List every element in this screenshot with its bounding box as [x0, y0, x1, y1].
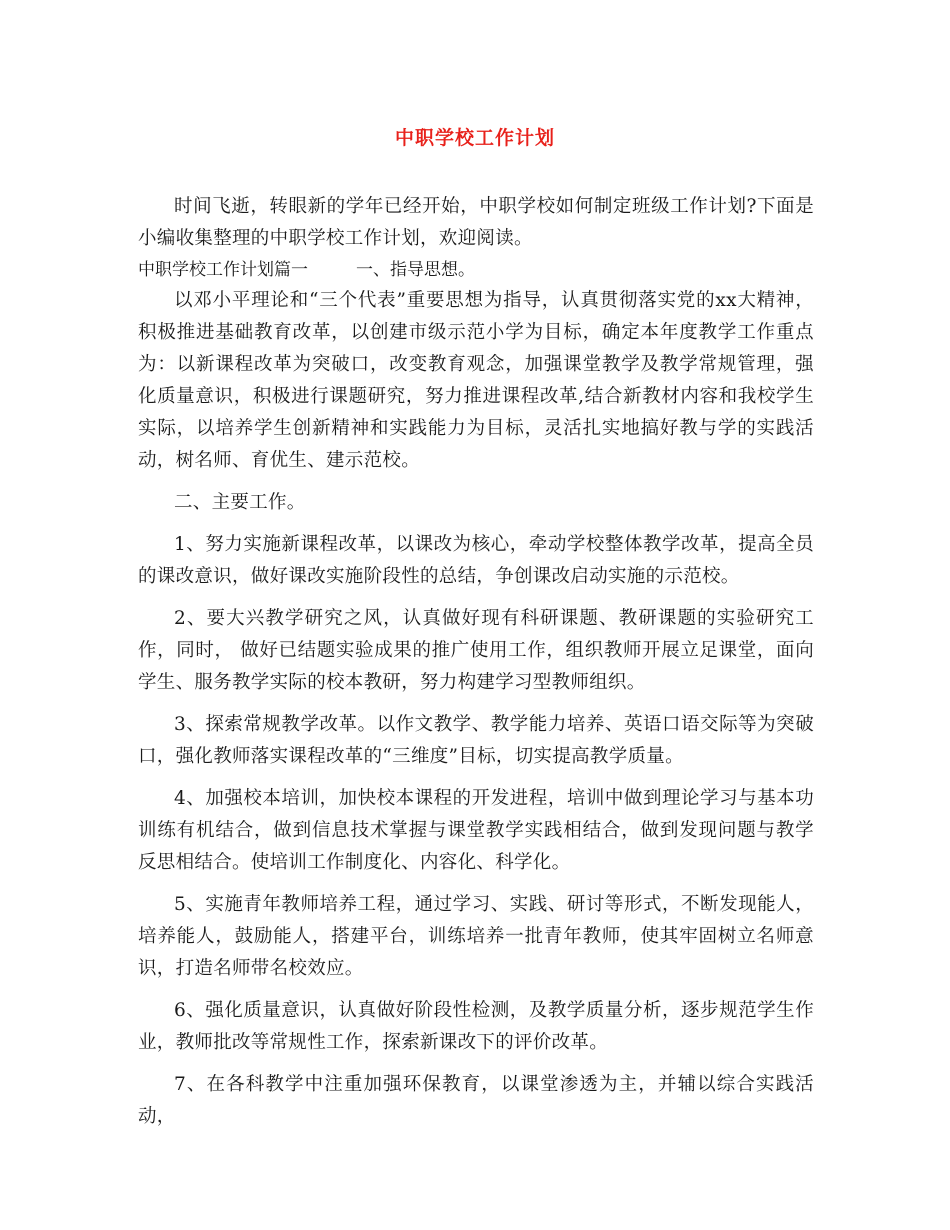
paragraph-item-2: 2、要大兴教学研究之风，认真做好现有科研课题、教研课题的实验研究工作，同时， 做好已结题实验成果的推广使用工作，组织教师开展立足课堂，面向学生、服务教学实际的校本教研，努力构建学习型教师组织。	[138, 608, 814, 693]
section-heading	[138, 255, 814, 285]
paragraph-item-5: 5、实施青年教师培养工程，通过学习、实践、研讨等形式，不断发现能人，培养能人，鼓励能人，搭建平台，训练培养一批青年教师，使其牢固树立名师意识，打造名师带名校效应。	[138, 894, 814, 979]
paragraph-guiding-ideology: 以邓小平理论和“三个代表”重要思想为指导，认真贯彻落实党的xx大精神，积极推进基础教育改革，以创建市级示范小学为目标，确定本年度教学工作重点为：以新课程改革为突破口，改变教育观念，加强课堂教学及教学常规管理，强化质量意识，积极进行课题研究，努力推进课程改革,结合新教材内容和我校学生实际，以培养学生创新精神和实践能力为目标，灵活扎实地搞好教与学的实践活动，树名师、育优生、建示范校。	[138, 290, 814, 471]
paragraph-item-3: 3、探索常规教学改革。以作文教学、教学能力培养、英语口语交际等为突破口，强化教师落实课程改革的“三维度”目标，切实提高教学质量。	[138, 714, 814, 767]
paragraph-item-1: 1、努力实施新课程改革，以课改为核心，牵动学校整体教学改革，提高全员的课改意识，做好课改实施阶段性的总结，争创课改启动实施的示范校。	[138, 534, 814, 587]
intro-paragraph: 时间飞逝，转眼新的学年已经开始，中职学校如何制定班级工作计划?下面是小编收集整理的中职学校工作计划，欢迎阅读。	[138, 196, 814, 249]
subheading-right: 一、指导思想。	[356, 260, 475, 280]
paragraph-main-work-heading: 二、主要工作。	[174, 492, 306, 513]
subheading-left: 中职学校工作计划篇一	[138, 260, 308, 280]
document-body	[138, 191, 814, 1133]
paragraph-item-6: 6、强化质量意识，认真做好阶段性检测，及教学质量分析，逐步规范学生作业，教师批改等常规性工作，探索新课改下的评价改革。	[138, 1000, 814, 1053]
document-title: 中职学校工作计划	[394, 127, 555, 149]
paragraph-item-7: 7、在各科教学中注重加强环保教育，以课堂渗透为主，并辅以综合实践活动，	[138, 1074, 814, 1127]
paragraph-item-4: 4、加强校本培训，加快校本课程的开发进程，培训中做到理论学习与基本功训练有机结合，做到信息技术掌握与课堂教学实践相结合，做到发现问题与教学反思相结合。使培训工作制度化、内容化、科学化。	[138, 788, 814, 873]
